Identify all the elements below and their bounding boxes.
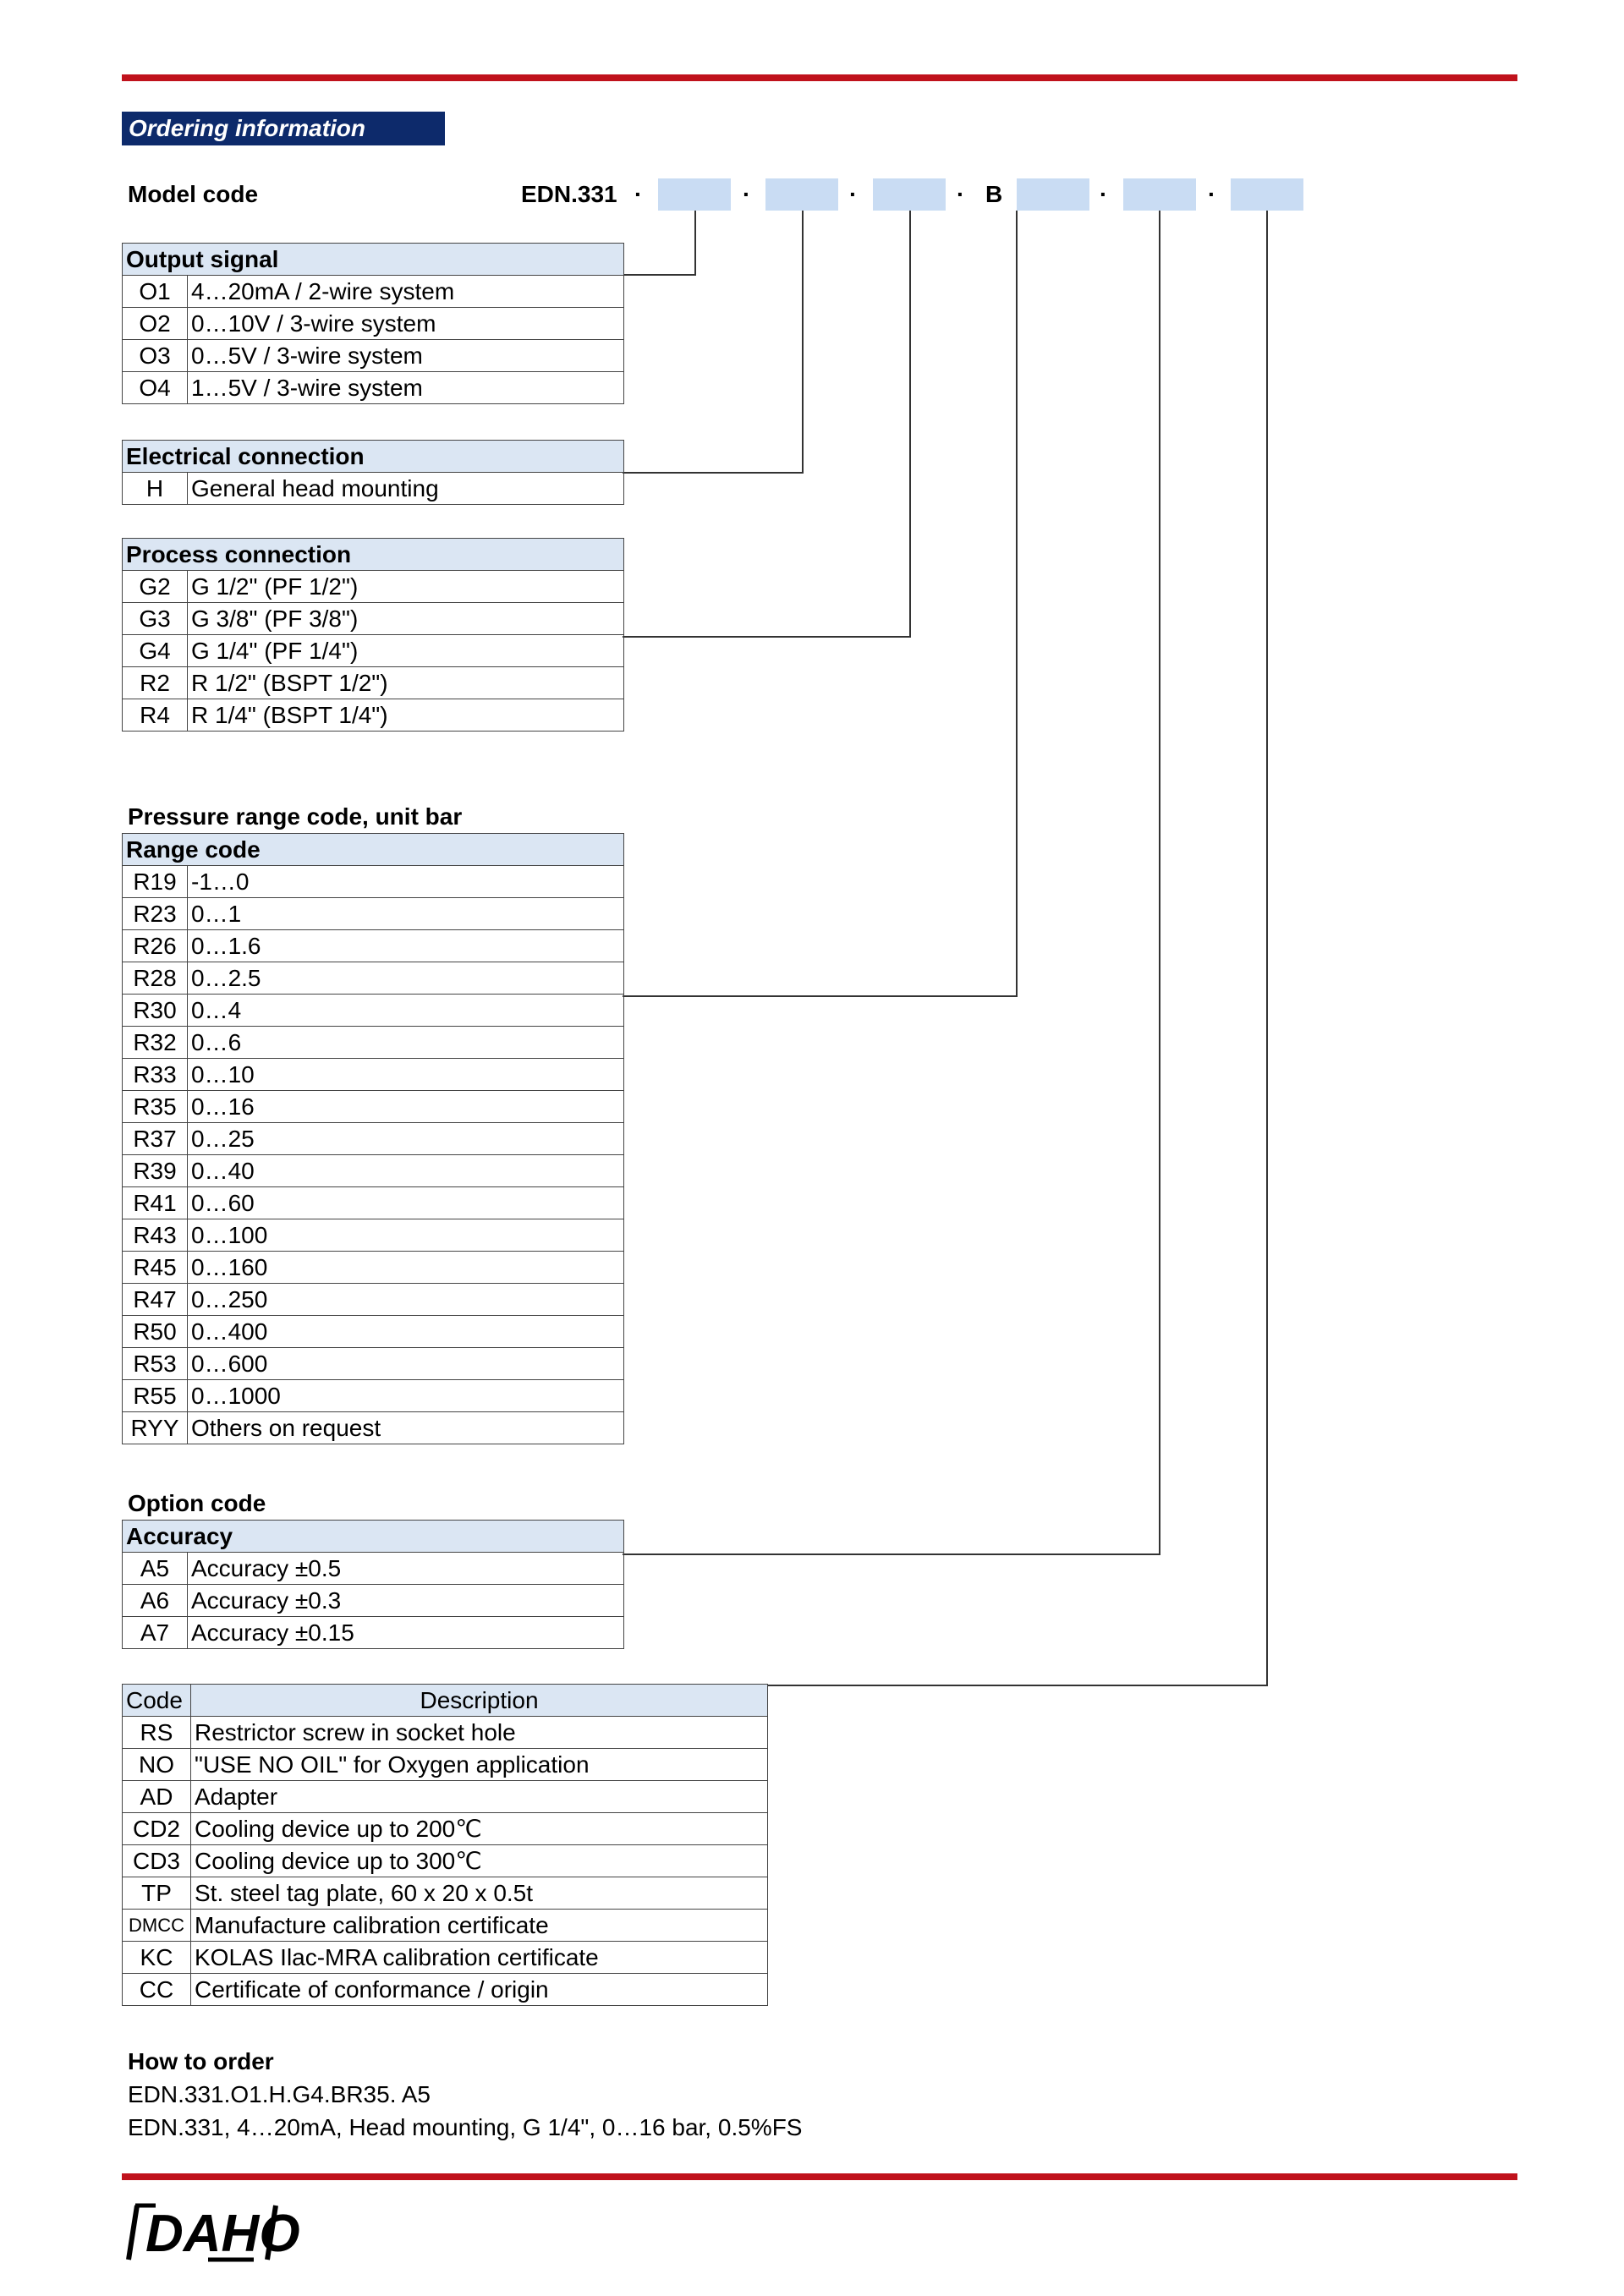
- table-row: R30 0…4: [123, 995, 624, 1027]
- table-header: Output signal: [123, 244, 624, 276]
- table-row: O3 0…5V / 3-wire system: [123, 340, 624, 372]
- table-header: Process connection: [123, 539, 624, 571]
- connector-electrical-v: [802, 211, 804, 474]
- table-row: A7 Accuracy ±0.15: [123, 1617, 624, 1649]
- column-header-description: Description: [191, 1685, 768, 1717]
- separator: ·: [957, 181, 965, 207]
- table-row: R26 0…1.6: [123, 930, 624, 962]
- table-row: R47 0…250: [123, 1284, 624, 1316]
- separator: ·: [1208, 181, 1216, 207]
- connector-range-v: [1016, 211, 1018, 997]
- table-row: R37 0…25: [123, 1123, 624, 1155]
- table-row: RS Restrictor screw in socket hole: [123, 1717, 768, 1749]
- table-row: O2 0…10V / 3-wire system: [123, 308, 624, 340]
- process-connection-table: [122, 538, 624, 732]
- table-row: A5 Accuracy ±0.5: [123, 1553, 624, 1585]
- options-table: [122, 1684, 768, 2006]
- table-row: R33 0…10: [123, 1059, 624, 1091]
- table-row: H General head mounting: [123, 473, 624, 505]
- top-rule: [122, 74, 1517, 81]
- table-row: R32 0…6: [123, 1027, 624, 1059]
- table-row: R2 R 1/2" (BSPT 1/2"): [123, 667, 624, 699]
- code-slot-options[interactable]: [1231, 178, 1303, 211]
- table-row: CC Certificate of conformance / origin: [123, 1974, 768, 2006]
- code-slot-process[interactable]: [873, 178, 946, 211]
- table-row: A6 Accuracy ±0.3: [123, 1585, 624, 1617]
- code-slot-accuracy[interactable]: [1123, 178, 1196, 211]
- output-signal-table: [122, 243, 624, 404]
- how-to-order-description: EDN.331, 4…20mA, Head mounting, G 1/4", 0…16 bar, 0.5%FS: [128, 2114, 803, 2140]
- code-slot-range[interactable]: [1017, 178, 1089, 211]
- table-row: CD3 Cooling device up to 300℃: [123, 1845, 768, 1877]
- table-row: O1 4…20mA / 2-wire system: [123, 276, 624, 308]
- table-header: Electrical connection: [123, 441, 624, 473]
- column-header-code: Code: [123, 1685, 191, 1717]
- table-header: Accuracy: [123, 1521, 624, 1553]
- table-row: R28 0…2.5: [123, 962, 624, 995]
- model-code-label: Model code: [128, 181, 259, 207]
- separator: ·: [849, 181, 858, 207]
- table-row: R50 0…400: [123, 1316, 624, 1348]
- how-to-order-example: EDN.331.O1.H.G4.BR35. A5: [128, 2081, 431, 2107]
- connector-output-h: [623, 274, 696, 276]
- table-row: R41 0…60: [123, 1187, 624, 1219]
- separator: ·: [634, 181, 643, 207]
- table-row: O4 1…5V / 3-wire system: [123, 372, 624, 404]
- svg-text:DAHO: DAHO: [145, 2205, 300, 2263]
- table-row: TP St. steel tag plate, 60 x 20 x 0.5t: [123, 1877, 768, 1910]
- connector-output-v: [694, 211, 696, 276]
- table-row: CD2 Cooling device up to 200℃: [123, 1813, 768, 1845]
- code-slot-output[interactable]: [658, 178, 731, 211]
- table-row: G4 G 1/4" (PF 1/4"): [123, 635, 624, 667]
- pressure-range-title: Pressure range code, unit bar: [128, 803, 463, 830]
- table-row: G3 G 3/8" (PF 3/8"): [123, 603, 624, 635]
- daho-logo: [127, 2197, 300, 2268]
- table-row: R4 R 1/4" (BSPT 1/4"): [123, 699, 624, 732]
- table-row: KC KOLAS Ilac-MRA calibration certificate: [123, 1942, 768, 1974]
- table-row: R53 0…600: [123, 1348, 624, 1380]
- connector-accuracy-h: [623, 1553, 1160, 1555]
- table-row: G2 G 1/2" (PF 1/2"): [123, 571, 624, 603]
- connector-process-v: [909, 211, 911, 638]
- accuracy-table: [122, 1520, 624, 1649]
- table-row: NO "USE NO OIL" for Oxygen application: [123, 1749, 768, 1781]
- pressure-range-table: [122, 833, 624, 1444]
- fixed-letter: B: [985, 181, 1003, 207]
- code-slot-electrical[interactable]: [765, 178, 838, 211]
- option-code-title: Option code: [128, 1490, 266, 1516]
- table-row: R39 0…40: [123, 1155, 624, 1187]
- table-row: RYY Others on request: [123, 1412, 624, 1444]
- connector-options-h: [766, 1685, 1268, 1686]
- bottom-rule: [122, 2173, 1517, 2180]
- table-row: R45 0…160: [123, 1252, 624, 1284]
- table-row: AD Adapter: [123, 1781, 768, 1813]
- separator: ·: [1100, 181, 1108, 207]
- table-row: DMCC Manufacture calibration certificate: [123, 1910, 768, 1942]
- connector-options-v: [1266, 211, 1268, 1686]
- table-row: R43 0…100: [123, 1219, 624, 1252]
- how-to-order-title: How to order: [128, 2048, 274, 2074]
- connector-range-h: [623, 995, 1018, 997]
- table-row: R35 0…16: [123, 1091, 624, 1123]
- table-header: Range code: [123, 834, 624, 866]
- connector-process-h: [623, 636, 911, 638]
- table-row: R19 -1…0: [123, 866, 624, 898]
- separator: ·: [743, 181, 751, 207]
- section-title: Ordering information: [122, 112, 445, 145]
- electrical-connection-table: [122, 440, 624, 505]
- model-code-prefix: EDN.331: [521, 181, 617, 207]
- table-row: R55 0…1000: [123, 1380, 624, 1412]
- connector-electrical-h: [623, 472, 804, 474]
- connector-accuracy-v: [1159, 211, 1160, 1555]
- table-row: R23 0…1: [123, 898, 624, 930]
